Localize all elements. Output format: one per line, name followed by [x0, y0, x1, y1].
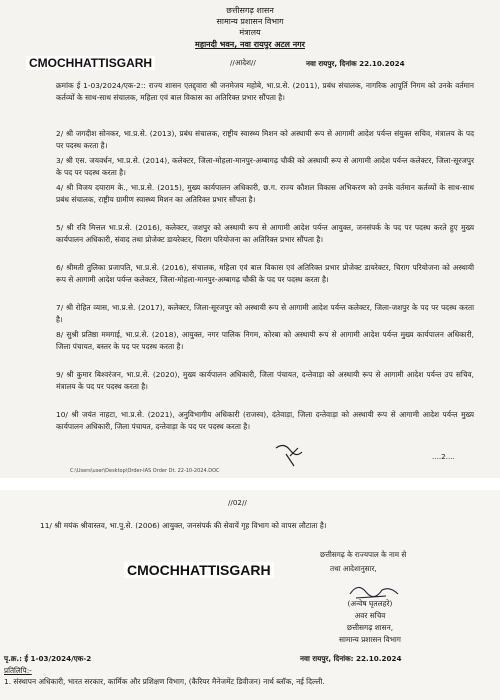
paragraph-8: 8/ सुश्री प्रतिष्ठा ममगाई, भा.प्र.से. (2018), आयुक्त, नगर पालिक निगम, कोरबा को अस्थायी रूप से आगामी आदेश पर्यन्त मुख्य कार्यपालन अधिकारी, जिला पंचायत, बस्तर के पद पर पदस्थ करता है।: [56, 330, 474, 351]
watermark-2: CMOCHHATTISGARH: [124, 562, 274, 578]
signatory-name: (अन्वेष घृतलहरे): [347, 599, 393, 608]
page-number-marker: //02//: [228, 498, 247, 507]
closing-line-2: तथा आदेशानुसार,: [330, 564, 377, 573]
order-page-2: [0, 490, 500, 700]
paragraph-11: 11/ श्री मयंक श्रीवास्तव, भा.पु.से. (2006) आयुक्त, जनसंपर्क की सेवायें गृह विभाग को वापस लौटाता है।: [40, 521, 327, 530]
order-date: नवा रायपुर, दिनांक 22.10.2024: [306, 59, 405, 68]
signatory-post: अवर सचिव: [354, 611, 386, 620]
watermark: CMOCHHATTISGARH: [26, 56, 155, 70]
page-continuation: ....2....: [432, 452, 455, 461]
paragraph-4: 4/ श्री विजय दयाराम के., भा.प्र.से. (2015), मुख्य कार्यपालन अधिकारी, छ.ग. राज्य कौशल विकास अभिकरण को उनके वर्तमान कर्तव्यों के साथ-साथ प्रबंध संचालक, राष्ट्रीय ग्रामीण स्वास्थ्य मिशन का अतिरिक्त प्रभार सौंपता है।: [56, 183, 474, 204]
aadesh-heading: //आदेश//: [230, 58, 256, 67]
signatory-dept: सामान्य प्रशासन विभाग: [339, 635, 401, 644]
endorsement-date: नवा रायपुर, दिनांक: 22.10.2024: [300, 654, 402, 663]
closing-line-1: छत्तीसगढ़ के राज्यपाल के नाम से: [320, 550, 407, 559]
endorsement-reference: पृ.क्र.: ई 1-03/2024/एक-2: [4, 654, 92, 663]
paragraph-3: 3/ श्री एस. जयवर्धन, भा.प्र.से. (2014), कलेक्टर, जिला-मोहला-मानपुर-अम्बागढ़ चौकी को अस्थायी रूप से आगामी आदेश पर्यन्त कलेक्टर, जिला-सूरजपुर के पद पर पदस्थ करता है।: [56, 156, 474, 177]
handwritten-signature-mark: [272, 440, 312, 468]
page-separator: [0, 478, 500, 490]
signatory-govt: छत्तीसगढ़ शासन,: [346, 623, 394, 632]
paragraph-7: 7/ श्री रोहित व्यास, भा.प्र.से. (2017), कलेक्टर, जिला-सूरजपुर को अस्थायी रूप से आगामी आदेश पर्यन्त कलेक्टर, जिला-जशपुर के पद पर पदस्थ करता है।: [56, 303, 474, 324]
paragraph-5: 5/ श्री रवि मित्तल भा.प्र.से. (2016), कलेक्टर, जशपुर को अस्थायी रूप से आगामी आदेश पर्यन्त आयुक्त, जनसंपर्क के पद पर पदस्थ करते हुए मुख्य कार्यपालन अधिकारी, संवाद तथा प्रोजेक्ट डायरेक्टर, चिराग परियोजना का अतिरिक्त प्रभार सौंपता है।: [56, 223, 474, 244]
header-line-3: मंत्रालय: [239, 28, 261, 37]
header-line-4: महानदी भवन, नवा रायपुर अटल नगर: [195, 40, 305, 49]
copy-item-1: 1. संस्थापन अधिकारी, भारत सरकार, कार्मिक और प्रशिक्षण विभाग, (कैरियर मैनेजमेंट डिवीजन) नार्थ ब्लॉक, नई दिल्ली.: [4, 677, 325, 686]
paragraph-2: 2/ श्री जगदीश सोनकर, भा.प्र.से. (2013), प्रबंध संचालक, राष्ट्रीय स्वास्थ्य मिशन को अस्थायी रूप से आगामी आदेश पर्यन्त संयुक्त सचिव, मंत्रालय के पद पर पदस्थ करता है।: [56, 129, 474, 150]
header-line-1: छत्तीसगढ़ शासन: [226, 6, 274, 15]
paragraph-1: क्रमांक ई 1-03/2024/एक-2:: राज्य शासन एतद्द्वारा श्री जनमेजय महोबे, भा.प्र.से. (2011), प्रबंध संचालक, नागरिक आपूर्ति निगम को उनके वर्तमान कर्तव्यों के साथ-साथ संचालक, महिला एवं बाल विकास का अतिरिक्त प्रभार सौंपता है।: [56, 81, 474, 102]
copy-heading: प्रतिलिपि:-: [4, 666, 32, 675]
header-line-2: सामान्य प्रशासन विभाग: [216, 17, 284, 26]
paragraph-10: 10/ श्री जयंत नाहटा, भा.प्र.से. (2021), अनुविभागीय अधिकारी (राजस्व), दंतेवाड़ा, जिला दन्तेवाड़ा को अस्थायी रूप से आगामी आदेश पर्यन्त मुख्य कार्यपालन अधिकारी, जिला पंचायत, दन्तेवाड़ा के पद पर पदस्थ करता है।: [56, 410, 474, 431]
paragraph-9: 9/ श्री कुमार बिश्वरंजन, भा.प्र.से. (2020), मुख्य कार्यपालन अधिकारी, जिला पंचायत, दन्तेवाड़ा को अस्थायी रूप से आगामी आदेश पर्यन्त उप सचिव, मंत्रालय के पद पर पदस्थ करता है।: [56, 370, 474, 391]
document-file-path: C:\Users\user\Desktop\Order-IAS Order Dt. 22-10-2024.DOC: [70, 468, 220, 474]
paragraph-6: 6/ श्रीमती तुलिका प्रजापति, भा.प्र.से. (2016), संचालक, महिला एवं बाल विकास एवं अतिरिक्त प्रभार प्रोजेक्ट डायरेक्टर, चिराग परियोजना को अस्थायी रूप से आगामी आदेश पर्यन्त कलेक्टर, जिला-मोहला-मानपुर-अम्बागढ़ चौकी के पद पर पदस्थ करता है।: [56, 263, 474, 284]
